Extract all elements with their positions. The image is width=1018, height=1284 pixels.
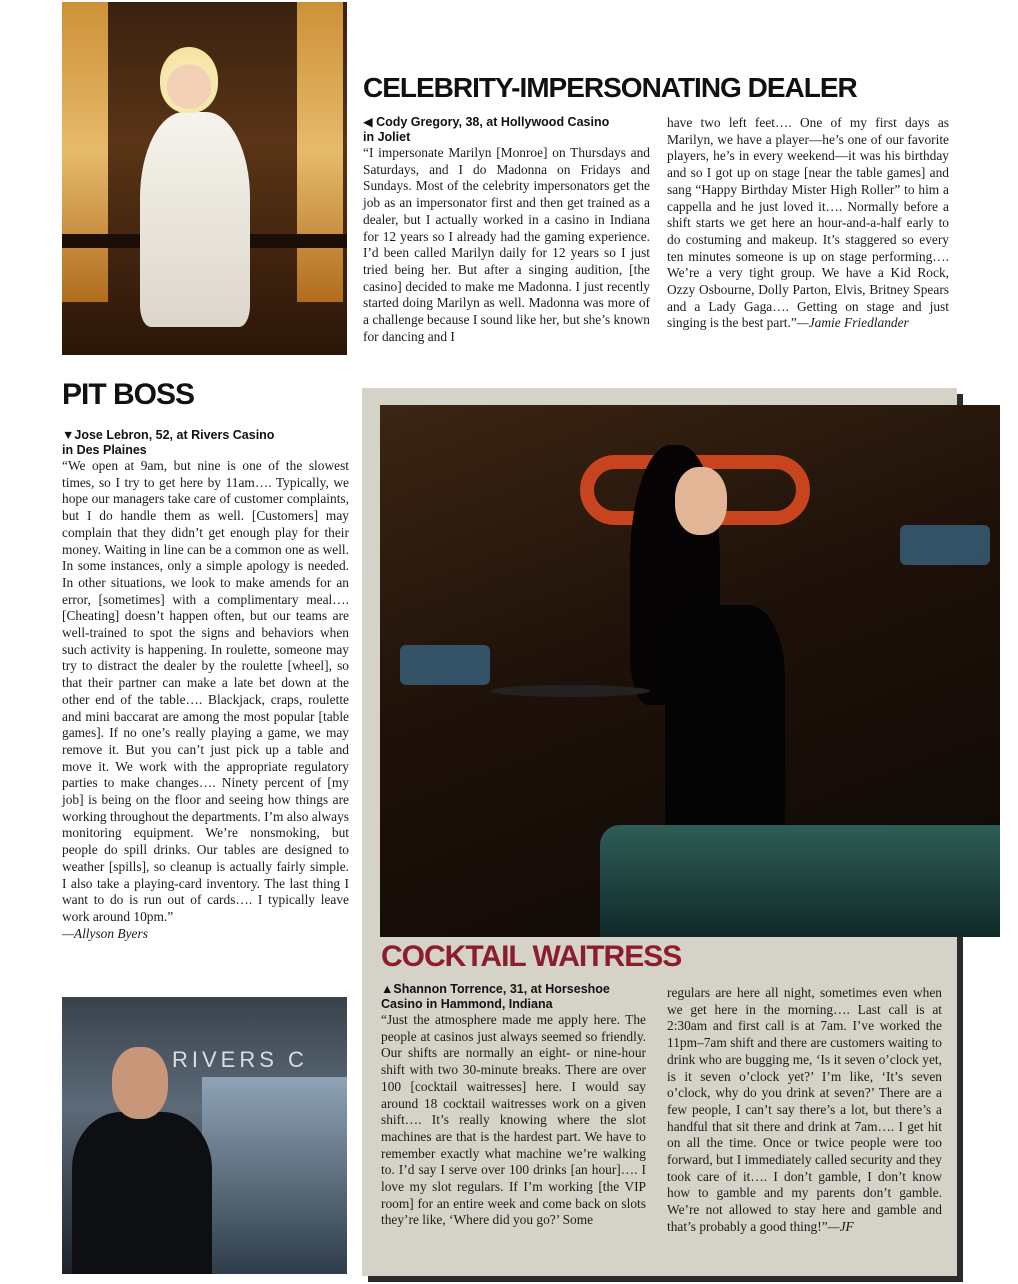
drink-tray [490, 685, 650, 697]
dealer-body-2 [667, 115, 949, 332]
waitress-byline [381, 982, 646, 1012]
casino-light-panel [297, 2, 343, 302]
dealer-headline: CELEBRITY-IMPERSONATING DEALER [363, 72, 857, 103]
dealer-byline-line1: ◀ Cody Gregory, 38, at Hollywood Casino [363, 115, 610, 129]
pitboss-signature: —Allyson Byers [62, 925, 148, 941]
waitress-face [675, 467, 727, 535]
dealer-column-2 [667, 115, 949, 332]
waitress-column-2 [667, 985, 942, 1236]
dealer-signature: —Jamie Friedlander [796, 315, 909, 331]
pitboss-column [62, 428, 349, 942]
rivers-casino-sign: RIVERS C [172, 1047, 308, 1072]
dealer-byline-line2: in Joliet [363, 130, 411, 144]
dark-suit [72, 1112, 212, 1274]
pitboss-byline-line2: in Des Plaines [62, 443, 147, 457]
gaming-table [600, 825, 1000, 937]
waitress-column-1 [381, 982, 646, 1229]
waitress-byline-line2: Casino in Hammond, Indiana [381, 997, 553, 1011]
waitress-headline: COCKTAIL WAITRESS [381, 940, 682, 973]
cocktail-waitress-photo [380, 405, 1000, 937]
white-dress [140, 112, 250, 327]
dealer-byline [363, 115, 650, 145]
black-dress [665, 605, 785, 845]
pitboss-byline [62, 428, 349, 458]
waitress-byline-line1: ▲Shannon Torrence, 31, at Horseshoe [381, 982, 610, 996]
waitress-body-2-text: regulars are here all night, sometimes even when we get here in the morning…. Last call is at 2:30am and first call is at 7am. I’ve worked the 11pm–7am shift and there are customers waiting to drink who are bugging me, ‘Is it seven o’clock yet, is it seven o’clock yet?’ I’m like, ‘It’s seven o’clock, why do you drink at seven?’ There are a few people, I can’t say there’s a lot, but there’s a handful that sit there and drink at 7am…. I get hit on all the time. Once or twice people were too forward, but I immediately called security and they took care of it…. I don’t gamble, I don’t know how to gamble and my parents don’t gamble. We’re not allowed to stay here and gamble and that’s probably a good thing!” [667, 985, 942, 1234]
dealer-column-1 [363, 115, 650, 345]
waitress-body-1: “Just the atmosphere made me apply here. The people at casinos just always seemed so friendly. Our shifts are normally an eight- or nine-hour shift with two 30-minute breaks. There are over 100 [cocktail waitresses] here. I would say around 18 cocktail waitresses work on a given shift…. It’s really knowing where the slot machines are that is the hardest part. We have to remember exactly what machine we’re walking to. I’d say I serve over 100 drinks [an hour]…. I love my slot regulars. If I’m working [the VIP room] for an entire week and come back on slots they’re like, ‘Where did you go?’ Some [381, 1012, 646, 1228]
pitboss-byline-line1: ▼Jose Lebron, 52, at Rivers Casino [62, 428, 275, 442]
marilyn-dealer-photo [62, 2, 347, 355]
pitboss-body: “We open at 9am, but nine is one of the slowest times, so I try to get here by 11am…. Typically, we hope our managers take care of customer complaints, but I do handle them as well. [Customers] may complain that they didn’t get enough play for their money. Waiting in line can be a common one as well. In some instances, only a simple apology is needed. In other situations, we look to make amends for an error, [sometimes] with a complimentary meal…. [Cheating] doesn’t happen often, but our teams are well-trained to spot the signs and behaviors when such activity is happening. In roulette, someone may try to distract the dealer by the roulette [wheel], so that their partner can make a late bet down at the other end of the table…. Blackjack, craps, roulette and mini baccarat are among the most popular [table games]. If no one’s really playing a game, we may remove it. But you can’t just pick up a table and move it. We work with the appropriate regulatory parties to make changes…. Ninety percent of [my job] is being on the floor and seeing how things are working throughout the departments. I’m also always monitoring equipment. We’re nonsmoking, but people do spill drinks. Our tables are designed to weather [spills], so cleanup is actually fairly simple. I also take a playing-card inventory. The last thing I want to do is run out of cards…. I typically leave work around 10pm.” [62, 458, 349, 924]
pitboss-headline: PIT BOSS [62, 378, 195, 411]
waitress-body-2 [667, 985, 942, 1236]
man-head [112, 1047, 168, 1119]
dealer-body-2-text: have two left feet…. One of my first days as Marilyn, we have a player—he’s one of our favorite players, he’s in every weekend—it was his birthday and so I got up on stage [near the table games] and sang “Happy Birthday Mister High Roller” to him a cappella and he just loved it…. Normally before a shift starts we get here an hour-and-a-half early to do costuming and makeup. It’s staggered so every ten minutes someone is up on stage performing…. We’re a very tight group. We have a Kid Rock, Ozzy Osbourne, Dolly Parton, Elvis, Britney Spears and a Lady Gaga…. Getting on stage and just singing is the best part.” [667, 115, 949, 331]
pitboss-photo [62, 997, 347, 1274]
casino-light-panel [62, 2, 108, 302]
casino-entrance [202, 1077, 347, 1274]
dealer-body-1: “I impersonate Marilyn [Monroe] on Thursdays and Saturdays, and I do Madonna on Fridays and Sundays. Most of the celebrity impersonators get the job as an impersonator first and then get trained as a dealer, but I actually worked in a casino in Indiana for 12 years so I already had the gaming experience. I’d been called Marilyn daily for 12 years so I just tried being her. But after a singing audition, [the casino] decided to make me Madonna. I just recently started doing Marilyn as well. Madonna was more of a challenge because I sound like her, but she’s known for dancing and I [363, 145, 650, 344]
slot-machine-light [900, 525, 990, 565]
waitress-signature: —JF [827, 1218, 854, 1234]
slot-machine-light [400, 645, 490, 685]
blonde-head [160, 47, 218, 113]
